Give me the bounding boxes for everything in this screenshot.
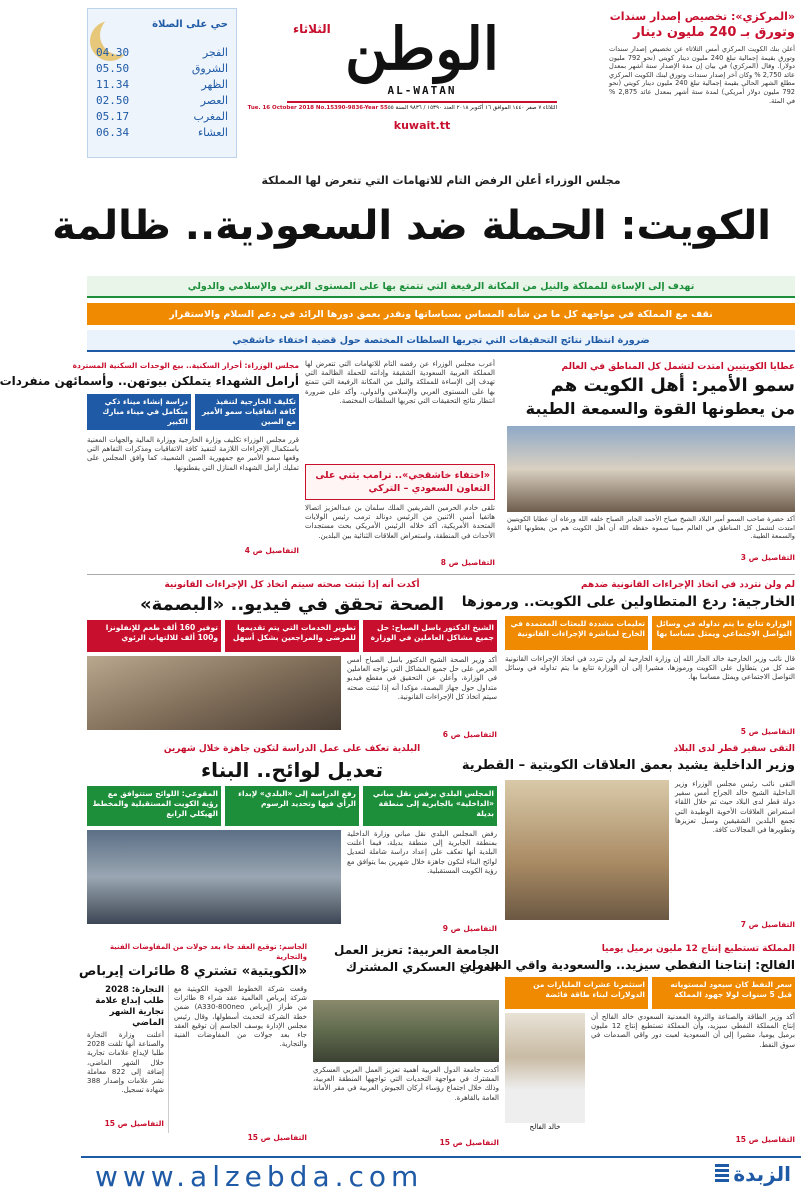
info-box: تكليف الخارجية لتنفيذ كافة اتفاقيات سمو الأمير مع الصين bbox=[195, 394, 299, 430]
date-ar: الثلاثاء ٧ صفر ١٤٤٠ الموافق ١٦ أكتوبر ٢٠١٨ العدد ١٥٣٩٠ / ٩٨٣٦ السنة ٥٥ bbox=[387, 105, 557, 111]
interior-photo bbox=[505, 780, 669, 920]
story-headline: «الكويتية» تشتري 8 طائرات إيرباص bbox=[78, 964, 307, 979]
more-link[interactable]: التفاصيل ص 7 bbox=[740, 920, 795, 929]
info-box: تطوير الخدمات التي يتم تقديمها للمرضى والمراجعين بشكل أسهل bbox=[225, 620, 359, 652]
martyrs-story bbox=[0, 360, 299, 570]
more-link[interactable]: التفاصيل ص 6 bbox=[442, 730, 497, 739]
website-link[interactable]: kuwait.tt bbox=[393, 119, 451, 132]
prayer-name: الفجر bbox=[202, 46, 228, 59]
prayer-times-box bbox=[87, 8, 237, 158]
info-box: الشيخ الدكتور باسل الصباح: حل جميع مشاكل العاملين في الوزارة bbox=[363, 620, 497, 652]
more-link[interactable]: التفاصيل ص 15 bbox=[735, 1135, 795, 1144]
amir-story bbox=[507, 360, 795, 570]
story-headline: الفالح: إنتاجنا النفطي سيزيد.. والسعودية واقي الصدمات bbox=[459, 958, 795, 972]
prayer-row bbox=[96, 125, 228, 141]
info-box: استثمرنا عشرات المليارات من الدولارات لبناء طاقة فائضة bbox=[505, 977, 648, 1009]
story-headline: تعديل لوائح.. البناء bbox=[200, 758, 384, 782]
arab-league-photo bbox=[313, 1000, 499, 1062]
story-body: قال نائب وزير الخارجية خالد الجار الله إن وزارة الخارجية لم ولن تتردد في اتخاذ الإجراءات القانونية ضد كل من يتطاول على الكويت ورموزها، مشيرا إلى أن الوزارة تتابع ما يتم تداوله في وسائل التواصل الاجتماعي ويمثل مساسا بها. bbox=[505, 655, 795, 682]
info-box: توفير 160 ألف طعم للإنفلونزا و100 ألف للالتهاب الرئوي bbox=[87, 620, 221, 652]
more-link[interactable]: التفاصيل ص 15 bbox=[104, 1119, 164, 1128]
prayer-list bbox=[96, 45, 228, 141]
story-kicker: مجلس الوزراء: أحرار السكنية.. بيع الوحدات السكنية المستردة bbox=[72, 361, 299, 370]
info-box: دراسة إنشاء ميناء ذكي متكامل في ميناء مبارك الكبير bbox=[87, 394, 191, 430]
date-en: Tue. 16 October 2018 No.15390-9836-Year 55 bbox=[247, 105, 388, 111]
footer-logo-text: الزبدة bbox=[733, 1162, 791, 1186]
municipality-photo bbox=[87, 830, 341, 924]
prayer-name: الشروق bbox=[191, 62, 228, 75]
oil-story bbox=[459, 942, 795, 1154]
box-body: تلقى خادم الحرمين الشريفين الملك سلمان بن عبدالعزيز اتصالا هاتفيا أمس الاثنين من الرئيس دونالد ترمب رئيس الولايات المتحدة الأمريكية، أكد خلاله الرئيس الأمريكي بحث مستجدات الأحداث في المنطقة، واستعراض العلاقات الثنائية بين البلدين. bbox=[305, 504, 495, 540]
logo-block bbox=[247, 14, 567, 164]
story-body: التقى نائب رئيس مجلس الوزراء وزير الداخلية الشيخ خالد الجراح أمس سفير دولة قطر لدى البلاد حيث تم خلال اللقاء استعراض العلاقات الأخوية الوطيدة التي تجمع البلدين الشقيقين وسبل تعزيزها وتطويرها في المجالات كافة. bbox=[675, 780, 795, 835]
box-row bbox=[87, 394, 299, 430]
box-row bbox=[87, 620, 497, 652]
info-box: الوزارة تتابع ما يتم تداوله في وسائل التواصل الاجتماعي ويمثل مساسا بها bbox=[652, 616, 795, 650]
footer-url[interactable]: www.alzebda.com bbox=[95, 1160, 424, 1193]
box-title: «اختفاء خاشقجي».. ترامب يثني على التعاون السعودي – التركي bbox=[315, 470, 490, 494]
box-row bbox=[87, 786, 497, 826]
info-box: رفع الدراسة إلى «البلدي» لإبداء الرأي فيها وتحديد الرسوم bbox=[225, 786, 359, 826]
story-headline: سمو الأمير: أهل الكويت هم bbox=[550, 375, 795, 396]
health-photo bbox=[87, 656, 341, 730]
top-right-story bbox=[609, 10, 795, 160]
banner-blue: ضرورة انتظار نتائج التحقيقات التي تجريها السلطات المختصة حول قضية اختفاء خاشقجي bbox=[87, 330, 795, 352]
story-kicker: أكدت أنه إذا ثبتت صحته سيتم اتخاذ كل الإجراءات القانونية bbox=[164, 580, 420, 590]
portrait-photo bbox=[505, 1013, 585, 1123]
photo-caption: خالد الفالح bbox=[529, 1123, 561, 1131]
health-story bbox=[87, 578, 497, 738]
more-link[interactable]: التفاصيل ص 3 bbox=[740, 553, 795, 562]
footer-logo bbox=[715, 1162, 791, 1186]
story-headline: «المركزي»: تخصيص إصدار سندات bbox=[609, 10, 795, 23]
prayer-time: 05.17 bbox=[96, 110, 130, 123]
prayer-title: حي على الصلاة bbox=[152, 19, 228, 30]
story-body: رفض المجلس البلدي نقل مباني وزارة الداخلية بمنطقة الجابرية إلى منطقة بديلة، فيما أعلنت البلدية أنها تعكف على إعداد دراسة شاملة لتعديل لوائح البناء لتكون جاهزة خلال شهرين بما يتوافق مع رؤية الكويت المستقبلية. bbox=[347, 830, 497, 875]
masthead bbox=[81, 0, 801, 172]
footer bbox=[81, 1156, 801, 1193]
airways-story bbox=[78, 942, 307, 1154]
prayer-time: 06.34 bbox=[96, 126, 130, 139]
commerce-body: أعلنت وزارة التجارة والصناعة أنها تلقت 2028 طلبا لإيداع علامات تجارية خلال الشهر الماضي، إضافة إلى 822 معاملة نشر علامات وإصدار 388 شهادة تسجيل. bbox=[87, 1031, 164, 1095]
kicker: مجلس الوزراء أعلن الرفض التام للاتهامات التي تتعرض لها المملكة bbox=[261, 174, 621, 187]
prayer-time: 04.30 bbox=[96, 46, 130, 59]
story-kicker: لم ولن نتردد في اتخاذ الإجراءات القانونية ضدهم bbox=[580, 580, 795, 590]
box-row bbox=[505, 616, 795, 650]
more-link[interactable]: التفاصيل ص 15 bbox=[439, 1138, 499, 1147]
interior-content bbox=[505, 780, 795, 920]
prayer-name: المغرب bbox=[193, 110, 228, 123]
more-link[interactable]: التفاصيل ص 8 bbox=[440, 558, 495, 567]
story-body: أعلن بنك الكويت المركزي أمس الثلاثاء عن تخصيص إصدار سندات وتورق بقيمة إجمالية تبلغ 240 مليون دينار كويتي (نحو 792 مليون دولار). وقال (المركزي) في بيان إن مدة الإصدار ستة أشهر بمعدل عائد 2,750 % وكان آخر إصدار سندات وتورق لبنك الكويت المركزي مطلع الشهر الحالي بقيمة إجمالية تبلغ 240 مليون دينار كويتي (نحو 792 مليون دولار أمريكي) لمدة ستة أشهر بمعدل عائد 2,875 % في المئة. bbox=[609, 45, 795, 105]
prayer-row bbox=[96, 45, 228, 61]
story-headline: وزير الداخلية يشيد بعمق العلاقات الكويتية – القطرية bbox=[461, 758, 795, 773]
airways-content bbox=[87, 985, 307, 1133]
box-row bbox=[505, 977, 795, 1009]
prayer-time: 02.50 bbox=[96, 94, 130, 107]
story-body: قرر مجلس الوزراء تكليف وزارة الخارجية ووزارة المالية والجهات المعنية باستكمال الإجراءات اللازمة لتنفيذ كافة الاتفاقيات ومذكرات التفاهم التي وقعها سمو الأمير مع جمهورية الصين الشعبية، كما وافق المجلس على تمليك أرامل الشهداء المنازل التي يقطنونها. bbox=[87, 436, 299, 472]
story-body: أعرب مجلس الوزراء عن رفضه التام للاتهامات التي تتعرض لها المملكة العربية السعودية الشقيقة وإدانته للحملة الظالمة التي تهدف إلى الإساءة للمملكة والنيل من المكانة الرفيعة التي تتمتع بها على المستوى العربي والإسلامي والدولي، وأكد على ضرورة انتظار نتائج التحقيقات التي تجريها السلطات المختصة. bbox=[305, 360, 495, 405]
prayer-row bbox=[96, 93, 228, 109]
logo-mark-icon bbox=[715, 1164, 729, 1184]
story-headline: من يعطونها القوة والسمعة الطيبة bbox=[525, 399, 795, 418]
commerce-kicker: التجارة: 2028 طلب إبداع علامة تجارية الشهر الماضي bbox=[95, 985, 164, 1028]
health-content bbox=[87, 656, 497, 730]
story-kicker: التقى سفير قطر لدى البلاد bbox=[673, 744, 795, 754]
photo-caption: أكد حضرة صاحب السمو أمير البلاد الشيخ صباح الأحمد الجابر الصباح خلفه الله ورعاه أن عطايا الكويتيين امتدت لتشمل كل المناطق في العالم مبينا سموه حفظه الله أن أهل الكويت هم من يعطونها القوة والسمعة الطيبة. bbox=[507, 515, 795, 541]
municipality-content bbox=[87, 830, 497, 924]
info-box: سعر النفط كان سيعود لمستوياته قبل 5 سنوات لولا جهود المملكة bbox=[652, 977, 795, 1009]
prayer-time: 11.34 bbox=[96, 78, 130, 91]
commerce-column bbox=[87, 985, 169, 1133]
arab-league-story bbox=[313, 942, 499, 1154]
section-divider bbox=[87, 574, 795, 575]
story-kicker: عطايا الكويتيين امتدت لتشمل كل المناطق في العالم bbox=[561, 362, 795, 372]
story-headline: الصحة تحقق في فيديو.. «البصمة» bbox=[139, 594, 445, 615]
info-box: تعليمات مشددة للبعثات المعتمدة في الخارج لمباشرة الإجراءات القانونية bbox=[505, 616, 648, 650]
prayer-time: 05.50 bbox=[96, 62, 130, 75]
banner-green: تهدف إلى الإساءة للمملكة والنيل من المكانة الرفيعة التي تتمتع بها على المستوى العربي والإسلامي والدولي bbox=[87, 276, 795, 298]
day-label: الثلاثاء bbox=[293, 22, 331, 36]
trump-box bbox=[305, 464, 495, 500]
prayer-name: الظهر bbox=[201, 78, 228, 91]
story-body: أكدت جامعة الدول العربية أهمية تعزيز العمل العربي العسكري المشترك في مواجهة التحديات التي تواجهها المنطقة العربية، وذلك خلال اجتماع رؤساء أركان الجيوش العربية في مقر الأمانة العامة بالقاهرة. bbox=[313, 1066, 499, 1102]
logo-latin: AL-WATAN bbox=[387, 84, 457, 97]
story-body: أكد وزير الطاقة والصناعة والثروة المعدنية السعودي خالد الفالح أن إنتاج المملكة النفطي سيزيد، وأن المملكة تستطيع إنتاج 12 مليون برميل يوميا، مشيرا إلى أن السعودية لعبت دور واقي الصدمات في سوق النفط. bbox=[591, 1013, 795, 1049]
prayer-row bbox=[96, 61, 228, 77]
story-body: أكد وزير الصحة الشيخ الدكتور باسل الصباح أمس الحرص على حل جميع المشاكل التي تواجه العاملين في الوزارة، وأعلن عن التحقيق في مقطع فيديو متداول حول جهاز البصمة، مؤكدا أنه إذا ثبتت صحته سيتم اتخاذ كل الإجراءات القانونية. bbox=[347, 656, 497, 701]
date-line bbox=[247, 103, 567, 113]
story-headline: الجامعة العربية: تعزيز العمل العربي العسكري المشترك bbox=[334, 943, 499, 974]
prayer-row bbox=[96, 109, 228, 125]
more-link[interactable]: التفاصيل ص 9 bbox=[442, 924, 497, 933]
main-headline: الكويت: الحملة ضد السعودية.. ظالمة bbox=[52, 203, 771, 249]
banner-orange: نقف مع المملكة في مواجهة كل ما من شأنه المساس بسياساتها ونقدر بعمق دورها الرائد في دعم السلام والاستقرار bbox=[87, 303, 795, 325]
story-headline: وتورق بـ 240 مليون دينار bbox=[633, 25, 795, 40]
prayer-name: العشاء bbox=[197, 126, 228, 139]
logo: الوطن bbox=[344, 15, 500, 83]
info-box: المجلس البلدي يرفض نقل مباني «الداخلية» بالجابرية إلى منطقة بديلة bbox=[363, 786, 497, 826]
story-kicker: المملكة تستطيع إنتاج 12 مليون برميل يوميا bbox=[601, 944, 795, 954]
more-link[interactable]: التفاصيل ص 5 bbox=[740, 727, 795, 736]
amir-photo bbox=[507, 426, 795, 512]
oil-photo-wrap bbox=[505, 1013, 585, 1135]
oil-content bbox=[505, 1013, 795, 1135]
more-link[interactable]: التفاصيل ص 15 bbox=[247, 1133, 307, 1142]
prayer-row bbox=[96, 77, 228, 93]
info-box: المقوعي: اللوائح ستتوافق مع رؤية الكويت المستقبلية والمخطط الهيكلي الرابع bbox=[87, 786, 221, 826]
prayer-name: العصر bbox=[200, 94, 228, 107]
more-link[interactable]: التفاصيل ص 4 bbox=[244, 546, 299, 555]
story-kicker: الجاسم: توقيع العقد جاء بعد جولات من المفاوضات الفنية والتجارية bbox=[109, 943, 307, 961]
story-kicker: البلدية تعكف على عمل الدراسة لتكون جاهزة خلال شهرين bbox=[163, 744, 421, 754]
municipality-story bbox=[87, 742, 497, 938]
story-headline: أرامل الشهداء يتملكن بيوتهن.. وأسمائهن منفردات bbox=[0, 374, 299, 388]
cabinet-story bbox=[305, 360, 495, 570]
story-body: وقعت شركة الخطوط الجوية الكويتية مع شركة إيرباص العالمية عقد شراء 8 طائرات من طراز (إيرباص A330-800neo) ضمن خطة الشركة لتحديث أسطولها، وقال رئيس مجلس الإدارة يوسف الجاسم إن توقيع العقد جاء بعد جولات من المفاوضات الفنية والتجارية. bbox=[174, 985, 307, 1049]
story-headline: الخارجية: ردع المتطاولين على الكويت.. ورموزها bbox=[461, 594, 795, 610]
